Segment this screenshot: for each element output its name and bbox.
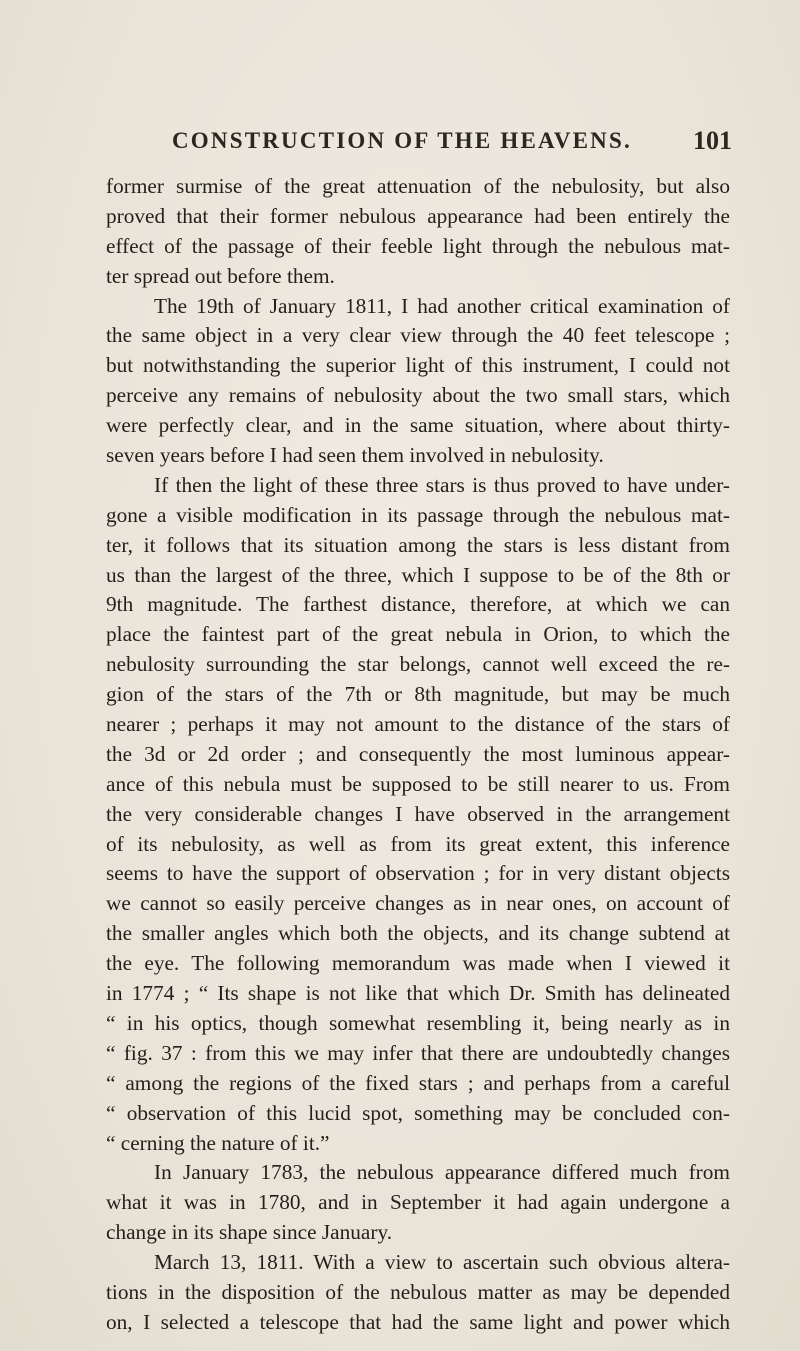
text-line: nebulosity surrounding the star belongs, cannot well exceed the re- <box>106 652 730 677</box>
text-line: place the faintest part of the great nebula in Orion, to which the <box>106 622 730 647</box>
text-line: perceive any remains of nebulosity about the two small stars, which <box>106 383 730 408</box>
text-line: seems to have the support of observation ; for in very distant objects <box>106 861 730 886</box>
text-line: gone a visible modification in its passage through the nebulous mat- <box>106 502 730 527</box>
text-line: ter, it follows that its situation among the stars is less distant from <box>106 532 730 557</box>
text-line: effect of the passage of their feeble light through the nebulous mat- <box>106 233 730 258</box>
text-line: “ fig. 37 : from this we may infer that there are undoubtedly changes <box>106 1040 730 1065</box>
text-line: proved that their former nebulous appearance had been entirely the <box>106 203 730 228</box>
text-line: we cannot so easily perceive changes as in near ones, on account of <box>106 891 730 916</box>
text-line: 9th magnitude. The farthest distance, therefore, at which we can <box>106 592 730 617</box>
text-line: “ cerning the nature of it.” <box>106 1130 330 1155</box>
text-line: on, I selected a telescope that had the same light and power which <box>106 1309 730 1334</box>
text-line: nearer ; perhaps it may not amount to the distance of the stars of <box>106 712 730 737</box>
text-line: If then the light of these three stars is thus proved to have under- <box>154 472 730 497</box>
text-line: were perfectly clear, and in the same situation, where about thirty- <box>106 413 730 438</box>
text-line: ter spread out before them. <box>106 263 335 288</box>
text-line: the smaller angles which both the objects, and its change subtend at <box>106 921 730 946</box>
text-line: us than the largest of the three, which I suppose to be of the 8th or <box>106 562 730 587</box>
text-line: “ in his optics, though somewhat resembling it, being nearly as in <box>106 1010 730 1035</box>
text-line: but notwithstanding the superior light of this instrument, I could not <box>106 353 730 378</box>
text-line: ance of this nebula must be supposed to be still nearer to us. From <box>106 771 730 796</box>
body-text <box>106 172 730 1338</box>
text-line: what it was in 1780, and in September it had again undergone a <box>106 1190 730 1215</box>
text-line: the 3d or 2d order ; and consequently the most luminous appear- <box>106 741 730 766</box>
text-line: the same object in a very clear view through the 40 feet telescope ; <box>106 323 730 348</box>
text-line: former surmise of the great attenuation of the nebulosity, but also <box>106 174 730 198</box>
running-title: CONSTRUCTION OF THE HEAVENS. <box>172 128 632 153</box>
text-line: in 1774 ; “ Its shape is not like that which Dr. Smith has delineated <box>106 981 730 1006</box>
running-head <box>172 128 732 168</box>
text-line: March 13, 1811. With a view to ascertain such obvious altera- <box>154 1250 730 1275</box>
text-line: the very considerable changes I have observed in the arrangement <box>106 801 730 826</box>
text-line: change in its shape since January. <box>106 1220 393 1245</box>
page-number: 101 <box>693 126 732 155</box>
text-line: seven years before I had seen them involved in nebulosity. <box>106 443 604 468</box>
text-line: “ observation of this lucid spot, something may be concluded con- <box>106 1100 730 1125</box>
text-line: In January 1783, the nebulous appearance differed much from <box>154 1160 730 1185</box>
text-line: the eye. The following memorandum was made when I viewed it <box>106 951 730 976</box>
text-line: tions in the disposition of the nebulous matter as may be depended <box>106 1279 730 1304</box>
text-line: of its nebulosity, as well as from its great extent, this inference <box>106 831 730 856</box>
text-line: The 19th of January 1811, I had another critical examination of <box>154 293 730 318</box>
text-line: “ among the regions of the fixed stars ; and perhaps from a careful <box>106 1070 730 1095</box>
text-line: gion of the stars of the 7th or 8th magnitude, but may be much <box>106 682 730 707</box>
